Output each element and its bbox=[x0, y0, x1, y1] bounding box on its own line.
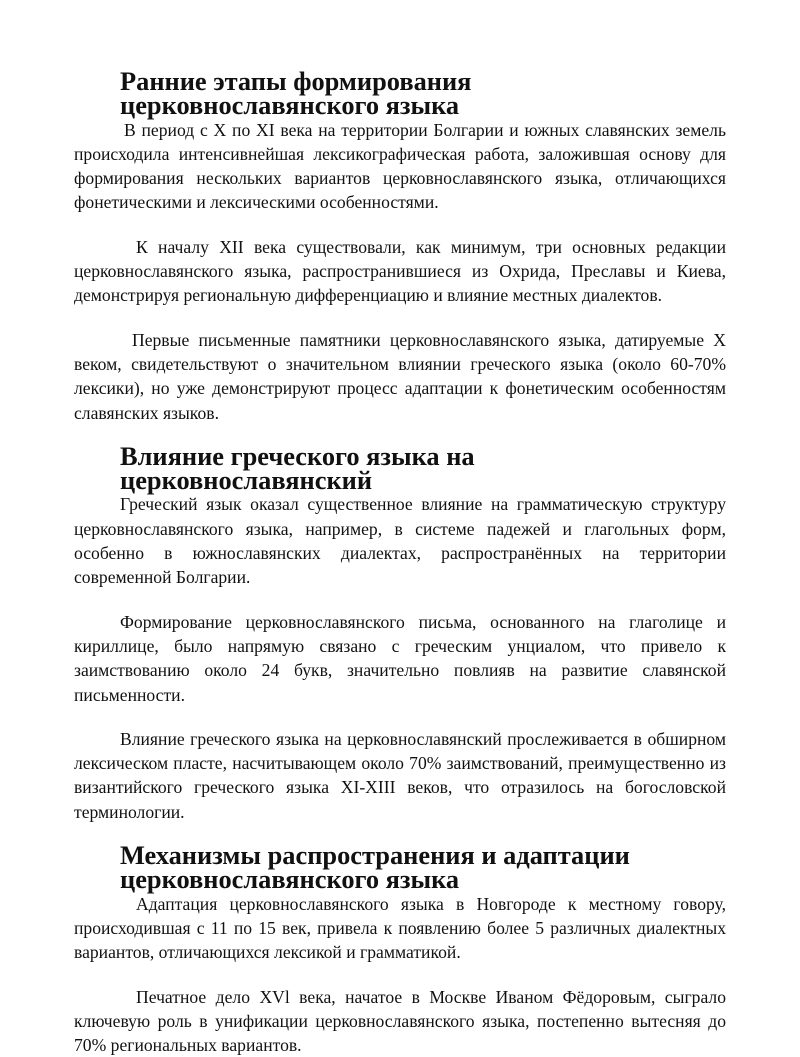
section-heading: Ранние этапы формирования церковнославянского языка bbox=[74, 69, 726, 118]
section-heading: Механизмы распространения и адаптации церковнославянского языка bbox=[74, 843, 726, 892]
paragraph: Формирование церковнославянского письма, основанного на глаголице и кириллице, было напрямую связано с греческим унциалом, что привело к заимствованию около 24 букв, значительно повлияв на развитие славянской письменности. bbox=[74, 610, 726, 707]
paragraph: В период с X по XI века на территории Болгарии и южных славянских земель происходила интенсивнейшая лексикографическая работа, заложившая основу для формирования нескольких вариантов церковнославянского языка, отличающихся фонетическими и лексическими особенностями. bbox=[74, 118, 726, 215]
paragraph: Адаптация церковнославянского языка в Новгороде к местному говору, происходившая с 11 по 15 век, привела к появлению более 5 различных диалектных вариантов, отличающихся лексикой и грамматикой. bbox=[74, 892, 726, 965]
paragraph: Первые письменные памятники церковнославянского языка, датируемые X веком, свидетельствуют о значительном влиянии греческого языка (около 60-70% лексики), но уже демонстрируют процесс адаптации к фонетическим особенностям славянских языков. bbox=[74, 328, 726, 425]
section-heading: Влияние греческого языка на церковнославянский bbox=[74, 444, 726, 493]
paragraph: Влияние греческого языка на церковнославянский прослеживается в обширном лексическом пласте, насчитывающем около 70% заимствований, преимущественно из византийского греческого языка XI-XIII веков, что отразилось на богословской терминологии. bbox=[74, 727, 726, 824]
paragraph: Греческий язык оказал существенное влияние на грамматическую структуру церковнославянского языка, например, в системе падежей и глагольных форм, особенно в южнославянских диалектах, распространённых на территории современной Болгарии. bbox=[74, 492, 726, 589]
paragraph: К началу XII века существовали, как минимум, три основных редакции церковнославянского языка, распространившиеся из Охрида, Преславы и Киева, демонстрируя региональную дифференциацию и влияние местных диалектов. bbox=[74, 235, 726, 308]
paragraph: Печатное дело XVl века, начатое в Москве Иваном Фёдоровым, сыграло ключевую роль в унификации церковнославянского языка, постепенно вытесняя до 70% региональных вариантов. bbox=[74, 985, 726, 1057]
